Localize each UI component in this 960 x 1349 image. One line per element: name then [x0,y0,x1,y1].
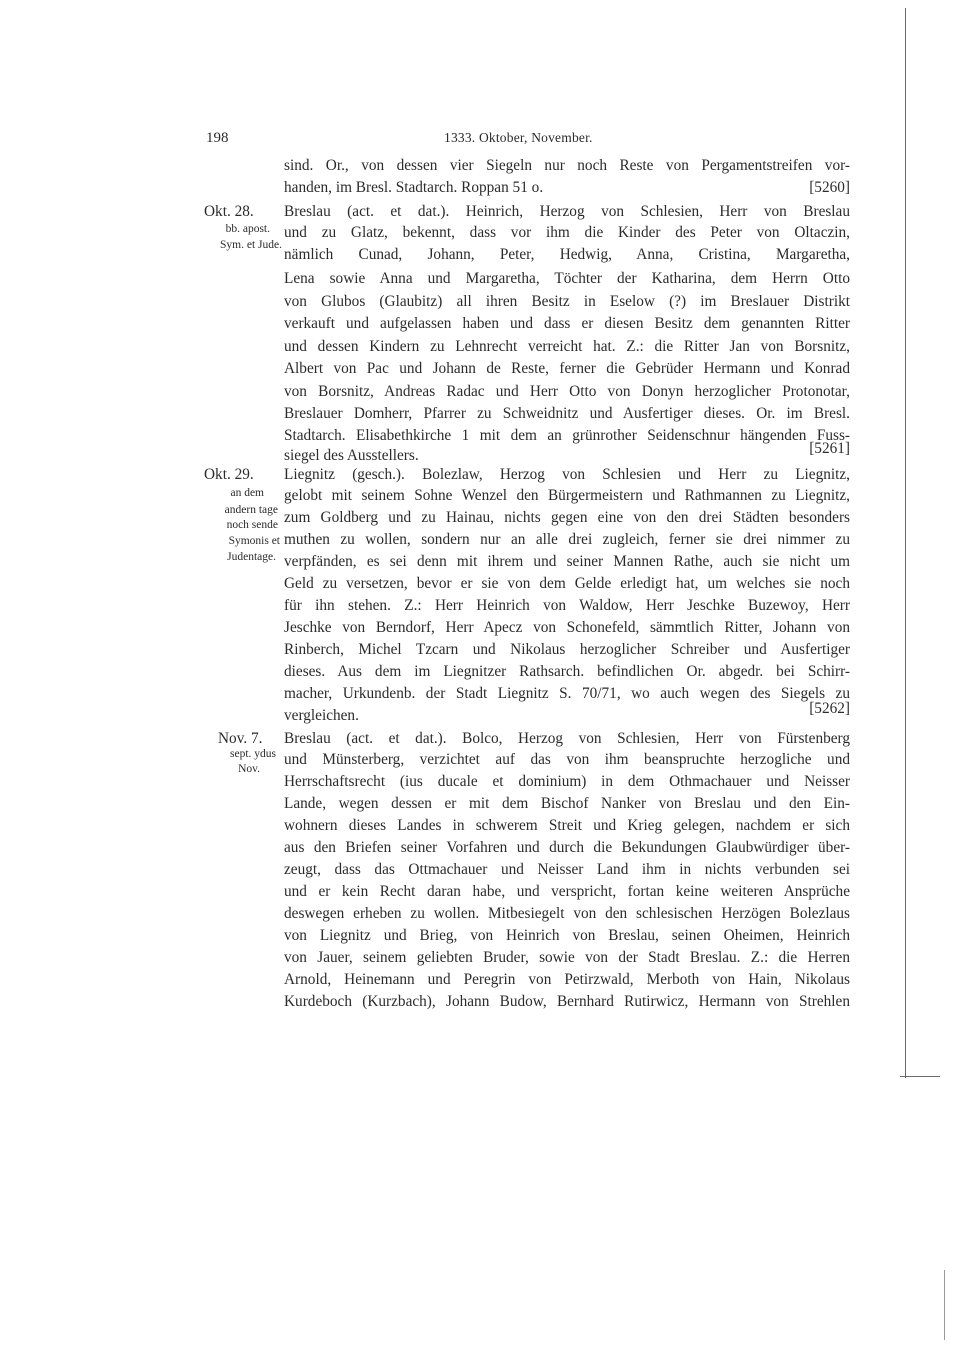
scan-edge-tick [900,1076,940,1077]
text-line: Arnold, Heinemann und Peregrin von Petirzwald, Merboth von Hain, Nikolaus [284,971,850,988]
text-line: zeugt, dass das Ottmachauer und Neisser Land ihm in nichts verbunden sei [284,861,850,878]
margin-note-line: bb. apost. [225,223,270,235]
page-number: 198 [206,130,229,146]
text-line: sind. Or., von dessen vier Siegeln nur noch Reste von Pergamentstreifen vor- [284,157,850,174]
text-line: und Münsterberg, verzichtet auf das von ihm beanspruchte herzogliche und [284,751,850,768]
text-line: gelobt mit seinem Sohne Wenzel den Bürgermeistern und Rathmannen zu Liegnitz, [284,487,850,504]
margin-note-line: sept. ydus [230,748,276,760]
doc-number: [5261] [809,440,850,457]
entry-date-5262: Okt. 29. [204,466,254,483]
doc-number: [5260] [809,179,850,196]
text-line: Stadtarch. Elisabethkirche 1 mit dem an grünrother Seidenschnur hängenden Fuss- [284,427,850,444]
text-line: für ihn stehen. Z.: Herr Heinrich von Waldow, Herr Jeschke Buzewoy, Herr [284,597,850,614]
text-line: vergleichen. [284,707,359,724]
text-line: von Liegnitz und Brieg, von Heinrich von Breslau, seinen Oheimen, Heinrich [284,927,850,944]
text-line: Albert von Pac und Johann de Reste, ferner die Gebrüder Hermann und Konrad [284,360,850,377]
text-line: siegel des Ausstellers. [284,447,419,464]
text-line: Kurdeboch (Kurzbach), Johann Budow, Bernhard Rutirwicz, Hermann von Strehlen [284,993,850,1010]
text-line: Breslau (act. et dat.). Bolco, Herzog von Schlesien, Herr von Fürstenberg [284,730,850,747]
text-line: wohnern dieses Landes in schwerem Streit und Krieg gelegen, nachdem er sich [284,817,850,834]
margin-note-line: Sym. et Jude. [220,239,282,251]
text-line: Liegnitz (gesch.). Bolezlaw, Herzog von Schlesien und Herr zu Liegnitz, [284,466,850,483]
text-line: Breslau (act. et dat.). Heinrich, Herzog von Schlesien, Herr von Breslau [284,203,850,220]
entry-date-5261: Okt. 28. [204,203,254,220]
text-line: handen, im Bresl. Stadtarch. Roppan 51 o. [284,179,544,196]
scan-edge-mark [944,1270,945,1340]
text-line: Geld zu versetzen, bevor er sie von dem Gelde erledigt hat, um welches sie noch [284,575,850,592]
text-line: macher, Urkundenb. der Stadt Liegnitz S. 70/71, wo auch wegen des Siegels zu [284,685,850,702]
text-line: Herrschaftsrecht (ius ducale et dominium) in dem Othmachauer und Neisser [284,773,850,790]
margin-note-line: an dem [230,487,264,499]
text-line: und zu Glatz, bekennt, dass vor ihm die Kinder des Peter von Oltaczin, [284,224,850,241]
text-line: muthen zu wollen, sondern nur an alle drei zugleich, ferner sie drei nimmer zu [284,531,850,548]
scan-edge-line [905,8,906,1078]
doc-number: [5262] [809,700,850,717]
entry-date-5263: Nov. 7. [218,730,263,747]
text-line: von Jauer, seinem geliebten Bruder, sowie von der Stadt Breslau. Z.: die Herren [284,949,850,966]
text-line: und er kein Recht daran habe, und verspricht, fortan keine weiteren Ansprüche [284,883,850,900]
margin-note-line: Nov. [238,763,260,775]
text-line: von Glubos (Glaubitz) all ihren Besitz in Eselow (?) im Breslauer Distrikt [284,293,850,310]
text-line: Breslauer Domherr, Pfarrer zu Schweidnitz und Ausfertiger dieses. Or. im Bresl. [284,405,850,422]
text-line: aus den Briefen seiner Vorfahren und durch die Bekundungen Glaubwürdiger über- [284,839,850,856]
text-line: Jeschke von Berndorf, Herr Apecz von Schonefeld, sämmtlich Ritter, Johann von [284,619,850,636]
text-line: deswegen erheben zu wollen. Mitbesiegelt von den schlesischen Herzögen Bolezlaus [284,905,850,922]
text-line: verkauft und aufgelassen haben und dass er diesen Besitz dem genannten Ritter [284,315,850,332]
text-line: und dessen Kindern zu Lehnrecht verreicht hat. Z.: die Ritter Jan von Borsnitz, [284,338,850,355]
running-title: 1333. Oktober, November. [444,130,593,145]
text-line: Lande, wegen dessen er mit dem Bischof Nanker von Breslau und den Ein- [284,795,850,812]
margin-note-line: noch sende [226,519,278,531]
text-line: von Borsnitz, Andreas Radac und Herr Otto von Donyn herzoglicher Protonotar, [284,383,850,400]
margin-note-line: andern tage [224,504,278,516]
text-line: nämlich Cunad, Johann, Peter, Hedwig, Anna, Cristina, Margaretha, [284,246,850,263]
text-line: verpfänden, es sei denn mit ihrem und seiner Mannen Rathe, auch sie nicht um [284,553,850,570]
text-line: dieses. Aus dem im Liegnitzer Rathsarch. befindlichen Or. abgedr. bei Schirr- [284,663,850,680]
margin-note-line: Symonis et [228,535,280,547]
text-line: Lena sowie Anna und Margaretha, Töchter der Katharina, dem Herrn Otto [284,270,850,287]
margin-note-line: Judentage. [227,551,276,563]
text-line: zum Goldberg und zu Hainau, nichts gegen eine von den drei Städten besonders [284,509,850,526]
text-line: Rinberch, Michel Tzcarn und Nikolaus herzoglicher Schreiber und Ausfertiger [284,641,850,658]
